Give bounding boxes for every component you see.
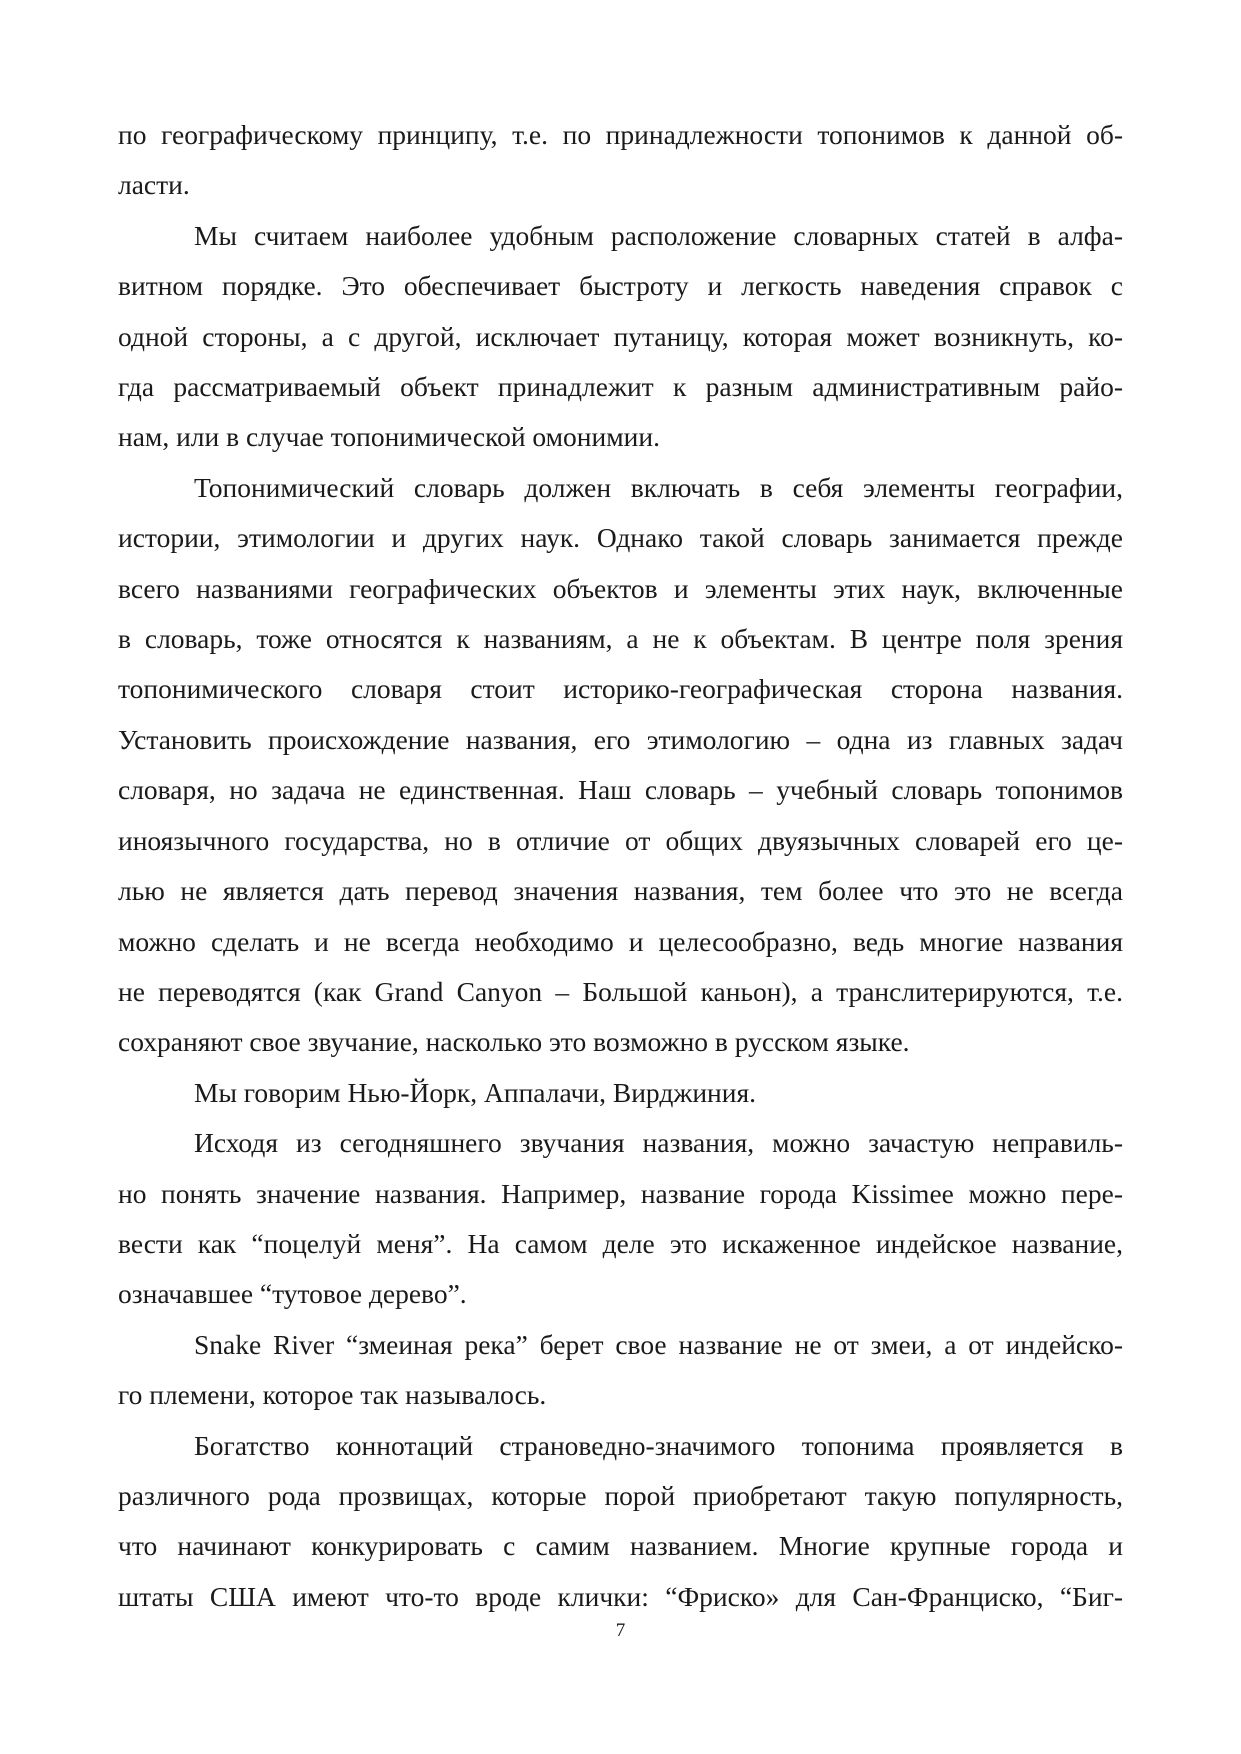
text-line: вести как “поцелуй меня”. На самом деле это искаженное индейское название,: [118, 1227, 1123, 1259]
text-line: истории, этимологии и других наук. Однако такой словарь занимается прежде: [118, 522, 1123, 554]
document-body: [118, 110, 1123, 1622]
text-line: витном порядке. Это обеспечивает быстроту и легкость наведения справок с: [118, 270, 1123, 302]
text-line: не переводятся (как Grand Canyon – Большой каньон), а транслитерируются, т.е.: [118, 975, 1123, 1007]
paragraph: [118, 463, 1123, 1068]
text-line: можно сделать и не всегда необходимо и целесообразно, ведь многие названия: [118, 925, 1123, 957]
text-line: Мы считаем наиболее удобным расположение словарных статей в алфа-: [194, 219, 1123, 251]
paragraph: [118, 211, 1123, 463]
text-line: что начинают конкурировать с самим названием. Многие крупные города и: [118, 1530, 1123, 1562]
paragraph: [118, 1068, 1123, 1118]
text-line: всего названиями географических объектов и элементы этих наук, включенные: [118, 572, 1123, 604]
text-line: штаты США имеют что-то вроде клички: “Фриско» для Сан-Франциско, “Биг-: [118, 1580, 1123, 1612]
paragraph: [118, 110, 1123, 211]
text-line: лью не является дать перевод значения названия, тем более что это не всегда: [118, 875, 1123, 907]
document-page: [118, 110, 1123, 1622]
text-line: сохраняют свое звучание, насколько это возможно в русском языке.: [118, 1026, 910, 1058]
text-line: нам, или в случае топонимической омонимии.: [118, 421, 660, 453]
text-line: ласти.: [118, 169, 190, 201]
paragraph: [118, 1421, 1123, 1623]
text-line: одной стороны, а с другой, исключает путаницу, которая может возникнуть, ко-: [118, 320, 1123, 352]
text-line: топонимического словаря стоит историко-географическая сторона названия.: [118, 673, 1123, 705]
text-line: го племени, которое так называлось.: [118, 1379, 547, 1411]
text-line: Богатство коннотаций страноведно-значимого топонима проявляется в: [194, 1429, 1123, 1461]
text-line: означавшее “тутовое дерево”.: [118, 1278, 467, 1310]
text-line: Установить происхождение названия, его этимологию – одна из главных задач: [118, 723, 1123, 755]
paragraph: [118, 1320, 1123, 1421]
text-line: словаря, но задача не единственная. Наш словарь – учебный словарь топонимов: [118, 774, 1123, 806]
text-line: гда рассматриваемый объект принадлежит к разным административным райо-: [118, 371, 1123, 403]
text-line: но понять значение названия. Например, название города Kissimee можно пере-: [118, 1177, 1123, 1209]
text-line: по географическому принципу, т.е. по принадлежности топонимов к данной об-: [118, 119, 1123, 150]
text-line: Исходя из сегодняшнего звучания названия, можно зачастую неправиль-: [194, 1127, 1123, 1159]
text-line: Snake River “змеиная река” берет свое название не от змеи, а от индейско-: [194, 1328, 1123, 1360]
text-line: Мы говорим Нью-Йорк, Аппалачи, Вирджиния.: [194, 1076, 756, 1108]
text-line: иноязычного государства, но в отличие от общих двуязычных словарей его це-: [118, 824, 1123, 856]
text-line: Топонимический словарь должен включать в себя элементы географии,: [194, 471, 1123, 503]
text-line: в словарь, тоже относятся к названиям, а не к объектам. В центре поля зрения: [118, 623, 1123, 655]
page-number: 7: [615, 1620, 626, 1641]
text-line: различного рода прозвищах, которые порой приобретают такую популярность,: [118, 1479, 1123, 1511]
paragraph: [118, 1118, 1123, 1320]
